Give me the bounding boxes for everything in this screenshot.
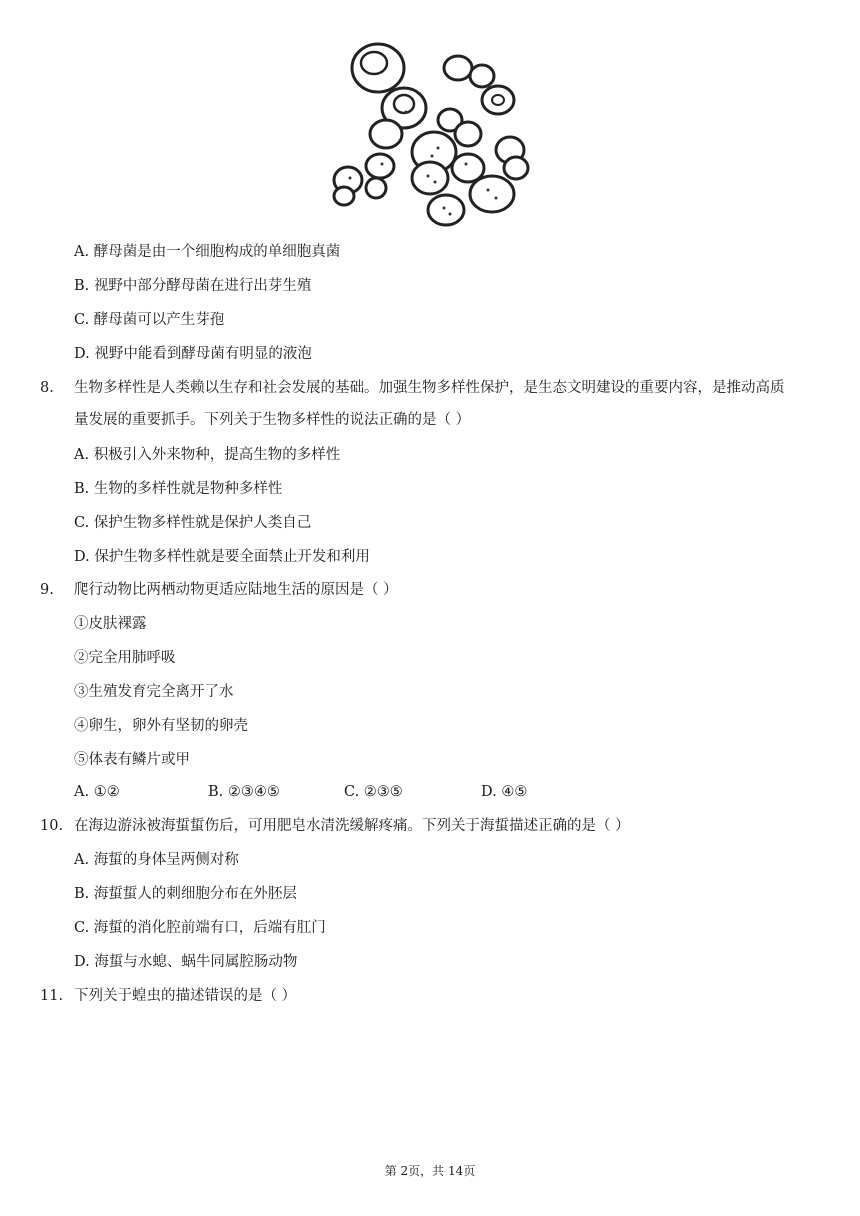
q7-option-c: C. 酵母菌可以产生芽孢: [74, 312, 225, 328]
yeast-cell: [370, 120, 402, 148]
q8-number: 8.: [40, 380, 54, 396]
yeast-cell: [412, 162, 448, 194]
q9-option-d: D. ④⑤: [481, 784, 528, 800]
yeast-cell: [455, 122, 481, 146]
q8-option-c: C. 保护生物多样性就是保护人类自己: [74, 515, 312, 531]
q9-item-4: ④卵生，卵外有坚韧的卵壳: [74, 718, 248, 734]
q8-text-line1: 生物多样性是人类赖以生存和社会发展的基础。加强生物多样性保护，是生态文明建设的重要内容，是推动高质: [74, 380, 785, 396]
q10-number: 10.: [40, 818, 64, 834]
q8-option-b: B. 生物的多样性就是物种多样性: [74, 481, 283, 497]
q7-option-b: B. 视野中部分酵母菌在进行出芽生殖: [74, 278, 312, 294]
q8-text-line2: 量发展的重要抓手。下列关于生物多样性的说法正确的是（ ）: [74, 412, 471, 428]
yeast-cell: [428, 195, 464, 225]
yeast-cells-figure: [320, 38, 550, 230]
q9-number: 9.: [40, 582, 54, 598]
q10-option-a: A. 海蜇的身体呈两侧对称: [74, 852, 239, 868]
q10-option-d: D. 海蜇与水螅、蜗牛同属腔肠动物: [74, 954, 298, 970]
q9-option-a: A. ①②: [74, 784, 120, 800]
q9-item-3: ③生殖发育完全离开了水: [74, 684, 234, 700]
q9-option-c: C. ②③⑤: [344, 784, 403, 800]
yeast-cell: [352, 44, 404, 92]
yeast-cell: [470, 65, 494, 87]
q9-text: 爬行动物比两栖动物更适应陆地生活的原因是（ ）: [74, 582, 398, 598]
yeast-cell: [366, 178, 386, 198]
yeast-cell: [482, 86, 514, 114]
q10-option-c: C. 海蜇的消化腔前端有口，后端有肛门: [74, 920, 326, 936]
page-footer: 第 2页，共 14页: [384, 1164, 476, 1178]
q9-option-b: B. ②③④⑤: [208, 784, 280, 800]
yeast-cell: [366, 154, 394, 178]
q9-options-row: [74, 782, 634, 802]
q11-text: 下列关于蝗虫的描述错误的是（ ）: [74, 988, 297, 1004]
q9-item-2: ②完全用肺呼吸: [74, 650, 176, 666]
q9-item-5: ⑤体表有鳞片或甲: [74, 752, 190, 768]
yeast-cell: [504, 157, 528, 179]
q10-option-b: B. 海蜇蜇人的刺细胞分布在外胚层: [74, 886, 297, 902]
q10-text: 在海边游泳被海蜇蜇伤后，可用肥皂水清洗缓解疼痛。下列关于海蜇描述正确的是（ ）: [74, 818, 630, 834]
yeast-cell: [334, 187, 354, 205]
yeast-cell: [470, 176, 514, 212]
q8-option-d: D. 保护生物多样性就是要全面禁止开发和利用: [74, 549, 370, 565]
q7-option-a: A. 酵母菌是由一个细胞构成的单细胞真菌: [74, 244, 341, 260]
yeast-cell: [444, 56, 472, 80]
q11-number: 11.: [40, 988, 64, 1004]
q7-option-d: D. 视野中能看到酵母菌有明显的液泡: [74, 346, 312, 362]
q8-option-a: A. 积极引入外来物种，提高生物的多样性: [74, 447, 341, 463]
q9-item-1: ①皮肤裸露: [74, 616, 147, 632]
